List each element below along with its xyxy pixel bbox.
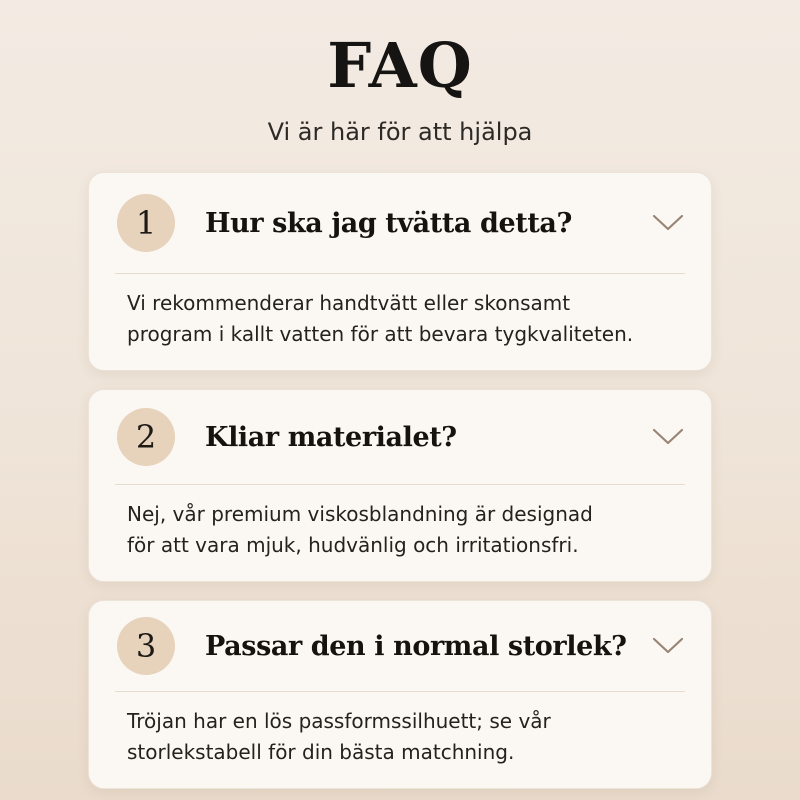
- faq-answer-3-line-1: Tröjan har en lös passformssilhuett; se vår: [127, 709, 551, 733]
- faq-list: [88, 172, 712, 789]
- faq-answer-2-line-1: Nej, vår premium viskosblandning är designad: [127, 502, 593, 526]
- faq-answer-3-line-2: storlekstabell för din bästa matchning.: [127, 740, 515, 764]
- faq-answer-1: [89, 274, 711, 370]
- faq-answer-1-line-1: Vi rekommenderar handtvätt eller skonsamt: [127, 291, 571, 315]
- faq-item-3: [88, 600, 712, 789]
- number-badge-2: 2: [117, 408, 175, 466]
- number-badge-3: 3: [117, 617, 175, 675]
- faq-question-3: Passar den i normal storlek?: [205, 630, 627, 662]
- faq-answer-2: [89, 485, 711, 581]
- chevron-down-icon[interactable]: [651, 635, 685, 657]
- page-subtitle: Vi är här för att hjälpa: [267, 118, 533, 146]
- faq-answer-1-line-2: program i kallt vatten för att bevara tygkvaliteten.: [127, 322, 634, 346]
- faq-question-toggle-1[interactable]: [89, 173, 711, 273]
- faq-question-toggle-2[interactable]: [89, 390, 711, 484]
- chevron-down-icon[interactable]: [651, 212, 685, 234]
- number-badge-1: 1: [117, 194, 175, 252]
- faq-question-2: Kliar materialet?: [205, 421, 457, 453]
- faq-answer-3: [89, 692, 711, 788]
- faq-header: [0, 28, 800, 148]
- faq-item-1: [88, 172, 712, 371]
- faq-question-toggle-3[interactable]: [89, 601, 711, 691]
- page-title: FAQ: [327, 29, 473, 102]
- faq-item-2: [88, 389, 712, 582]
- faq-question-1: Hur ska jag tvätta detta?: [205, 207, 572, 239]
- chevron-down-icon[interactable]: [651, 426, 685, 448]
- faq-answer-2-line-2: för att vara mjuk, hudvänlig och irritationsfri.: [127, 533, 579, 557]
